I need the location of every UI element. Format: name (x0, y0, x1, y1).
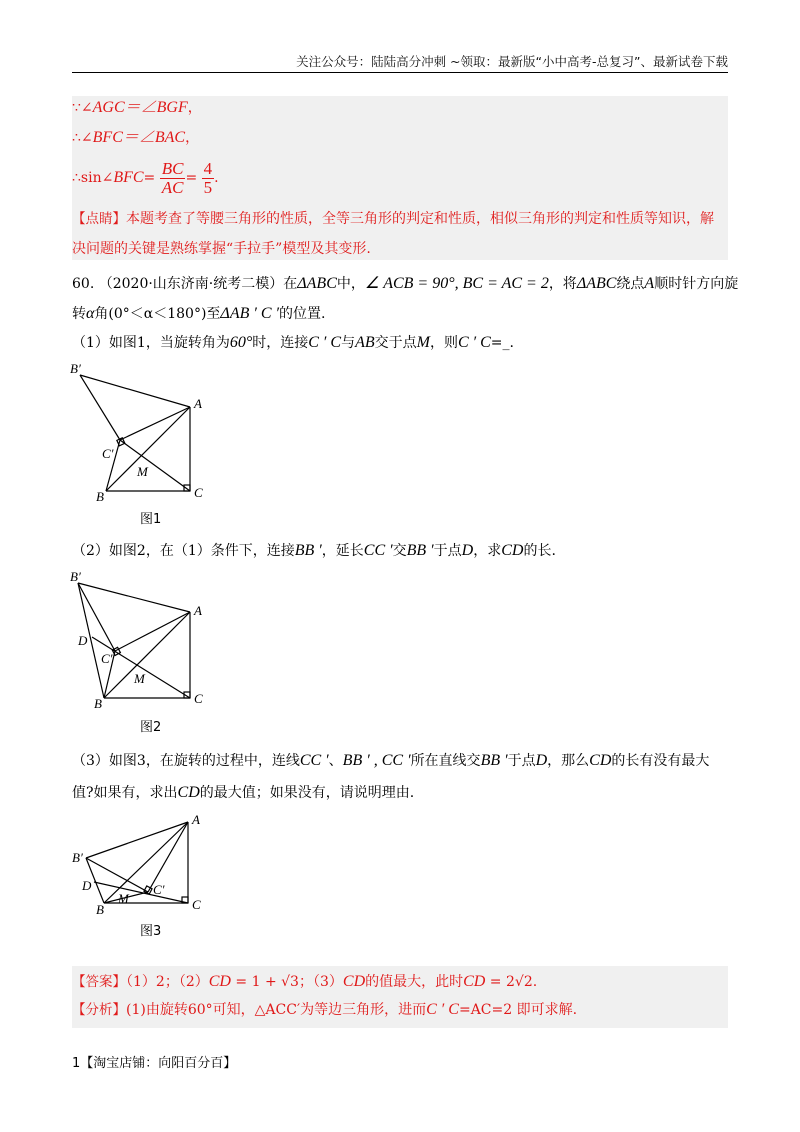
blank: =_. (490, 335, 514, 351)
text: ，延长 (321, 543, 364, 559)
segment: C ′ C (426, 1001, 459, 1018)
segment: CC ′ (299, 752, 329, 769)
text: 、 (328, 753, 343, 769)
segment: CD (342, 973, 366, 990)
text: 顺时针方向旋 (654, 276, 739, 292)
condition-expression: ∠ ACB = 90°, BC = AC = 2 (364, 275, 549, 292)
value: = 1 + √3 (230, 974, 299, 990)
answer-line (72, 972, 537, 992)
text: =AC=2 即可求解. (458, 1002, 578, 1018)
label-c: C (192, 897, 201, 912)
label-b1: B′ (72, 850, 83, 865)
label-m: M (118, 891, 129, 906)
label-m: M (137, 464, 148, 479)
label-c1: C′ (102, 446, 114, 461)
comment-line-2 (72, 239, 371, 259)
text: 角 (94, 306, 109, 322)
right-angle-c1 (117, 438, 125, 446)
value: = 2√2 (485, 974, 533, 990)
answer-tag: 【答案】 (72, 974, 126, 990)
text: (1)由旋转60°可知，△ACC′为等边三角形，进而 (126, 1002, 427, 1018)
segment: BB ′ (294, 542, 322, 559)
comment-text: 本题考查了等腰三角形的性质，全等三角形的判定和性质，相似三角形的判定和性质等知识，解 (126, 211, 714, 227)
label-d: D (82, 878, 92, 893)
text: 的最大值；如果没有，请说明理由. (199, 785, 415, 801)
question-2 (72, 541, 556, 561)
angle-range: (0°＜α＜180°) (108, 306, 207, 322)
text: 中， (336, 276, 365, 292)
text: 于点 (507, 753, 536, 769)
figure-3 (60, 810, 220, 922)
equals: = (185, 170, 198, 186)
page-header: 关注公众号：陆陆高分冲刺 ~领取：最新版“小中高考-总复习”、最新试卷下载 (296, 54, 728, 69)
segment: CC ′ (363, 542, 393, 559)
segment: CD (208, 973, 231, 990)
text: （3）如图3，在旋转的过程中，连线 (72, 753, 300, 769)
point: M (416, 334, 430, 351)
text: 的长有没有最大 (611, 753, 710, 769)
text: （2）如图2，在（1）条件下，连接 (72, 543, 295, 559)
question-3-line-2 (72, 783, 414, 803)
segment: CD (463, 973, 486, 990)
text: 所在直线交 (410, 753, 481, 769)
numerator: BC (161, 158, 184, 178)
alpha: α (86, 305, 95, 322)
label-b: B (96, 489, 104, 504)
text: ，将 (548, 276, 577, 292)
problem-line-1 (72, 274, 738, 294)
text: （1）如图1，当旋转角为 (72, 335, 230, 351)
angle-value: 60° (229, 334, 253, 351)
figure-2 (60, 565, 220, 715)
edge-c1-a (120, 407, 190, 440)
segment: C ′ C (457, 334, 491, 351)
label-b: B (94, 696, 102, 711)
triangle-abc: ΔABC (576, 275, 617, 292)
edge-c1-a (115, 612, 190, 651)
fraction-4-5 (202, 160, 215, 197)
denominator: AC (161, 177, 184, 197)
problem-line-2 (72, 304, 325, 324)
solution-line-3 (72, 158, 219, 198)
segment: CD (501, 542, 524, 559)
figure-1-caption: 图1 (140, 512, 162, 527)
edge-b1-a (78, 583, 190, 612)
triangle-abc: ΔABC (297, 275, 337, 292)
segment: AB (355, 334, 375, 351)
segment: BB ′ (406, 542, 434, 559)
label-d: D (78, 633, 88, 648)
header-divider (72, 72, 728, 73)
text: 的值最大，此时 (365, 974, 464, 990)
edge-a-b1 (86, 822, 188, 858)
text: 值?如果有，求出 (72, 785, 178, 801)
text: 绕点 (616, 276, 645, 292)
edge-c1-c (120, 440, 190, 491)
angle-var: BFC (113, 169, 144, 186)
label-b1: B′ (70, 569, 81, 584)
problem-number: 60. (72, 276, 95, 292)
label-c: C (194, 485, 203, 500)
label-a: A (194, 396, 202, 411)
label-a: A (194, 603, 202, 618)
figure-2-caption: 图2 (140, 720, 162, 735)
label-b1: B′ (70, 361, 81, 376)
text: ，则 (429, 335, 458, 351)
label-m: M (134, 671, 145, 686)
text: ，那么 (547, 753, 590, 769)
text: ；（3） (298, 974, 343, 990)
segment: CD (589, 752, 612, 769)
question-1 (72, 333, 514, 353)
comment-tag: 【点睛】 (72, 211, 126, 227)
page-footer: 1【淘宝店铺：向阳百分百】 (72, 1056, 237, 1071)
comment-line-1 (72, 209, 714, 229)
analysis-line (72, 1000, 577, 1020)
text: 的长. (523, 543, 556, 559)
question-3-line-1 (72, 751, 709, 771)
angle-expression: BFC＝∠BAC (92, 129, 186, 146)
text: 交于点 (374, 335, 417, 351)
text: 至 (206, 306, 221, 322)
because-symbol: ∵∠ (72, 100, 93, 116)
denominator: 5 (203, 177, 213, 197)
angle-expression: AGC＝∠BGF (92, 99, 188, 116)
segment: BB ′ (480, 752, 508, 769)
triangle-ab1c1: ΔAB ′ C ′ (220, 305, 280, 322)
therefore-symbol: ∴∠ (72, 130, 93, 146)
therefore-sin: ∴sin∠ (72, 170, 114, 186)
solution-line-1 (72, 98, 202, 118)
text: 交 (392, 543, 407, 559)
punctuation: ， (187, 100, 202, 116)
figure-3-caption: 图3 (140, 924, 162, 939)
label-b: B (96, 902, 104, 917)
edge-a-b (106, 407, 190, 491)
period: . (214, 170, 219, 186)
text: 的位置. (279, 306, 326, 322)
text: ，求 (473, 543, 502, 559)
label-c1: C′ (153, 882, 165, 897)
label-c1: C′ (101, 651, 113, 666)
segments: BB ′ , CC ′ (342, 752, 411, 769)
numerator: 4 (203, 158, 213, 178)
segment: C ′ C (308, 334, 342, 351)
fraction-bc-ac (160, 160, 186, 197)
label-a: A (192, 812, 200, 827)
analysis-tag: 【分析】 (72, 1002, 126, 1018)
segment: CD (177, 784, 200, 801)
text: 时，连接 (252, 335, 309, 351)
punctuation: ， (185, 130, 200, 146)
period: . (532, 974, 538, 990)
text: 转 (72, 306, 86, 322)
label-c: C (194, 691, 203, 706)
equals: = (143, 170, 156, 186)
text: （1）2；（2） (126, 974, 209, 990)
point: D (461, 542, 474, 559)
text: 于点 (433, 543, 462, 559)
problem-source: （2020·山东济南·统考二模）在 (98, 276, 298, 292)
figure-1 (60, 355, 220, 505)
point: D (535, 752, 548, 769)
comment-text: 决问题的关键是熟练掌握“手拉手”模型及其变形. (72, 241, 371, 257)
point-a: A (644, 275, 655, 292)
text: 与 (341, 335, 356, 351)
solution-line-2 (72, 128, 199, 148)
